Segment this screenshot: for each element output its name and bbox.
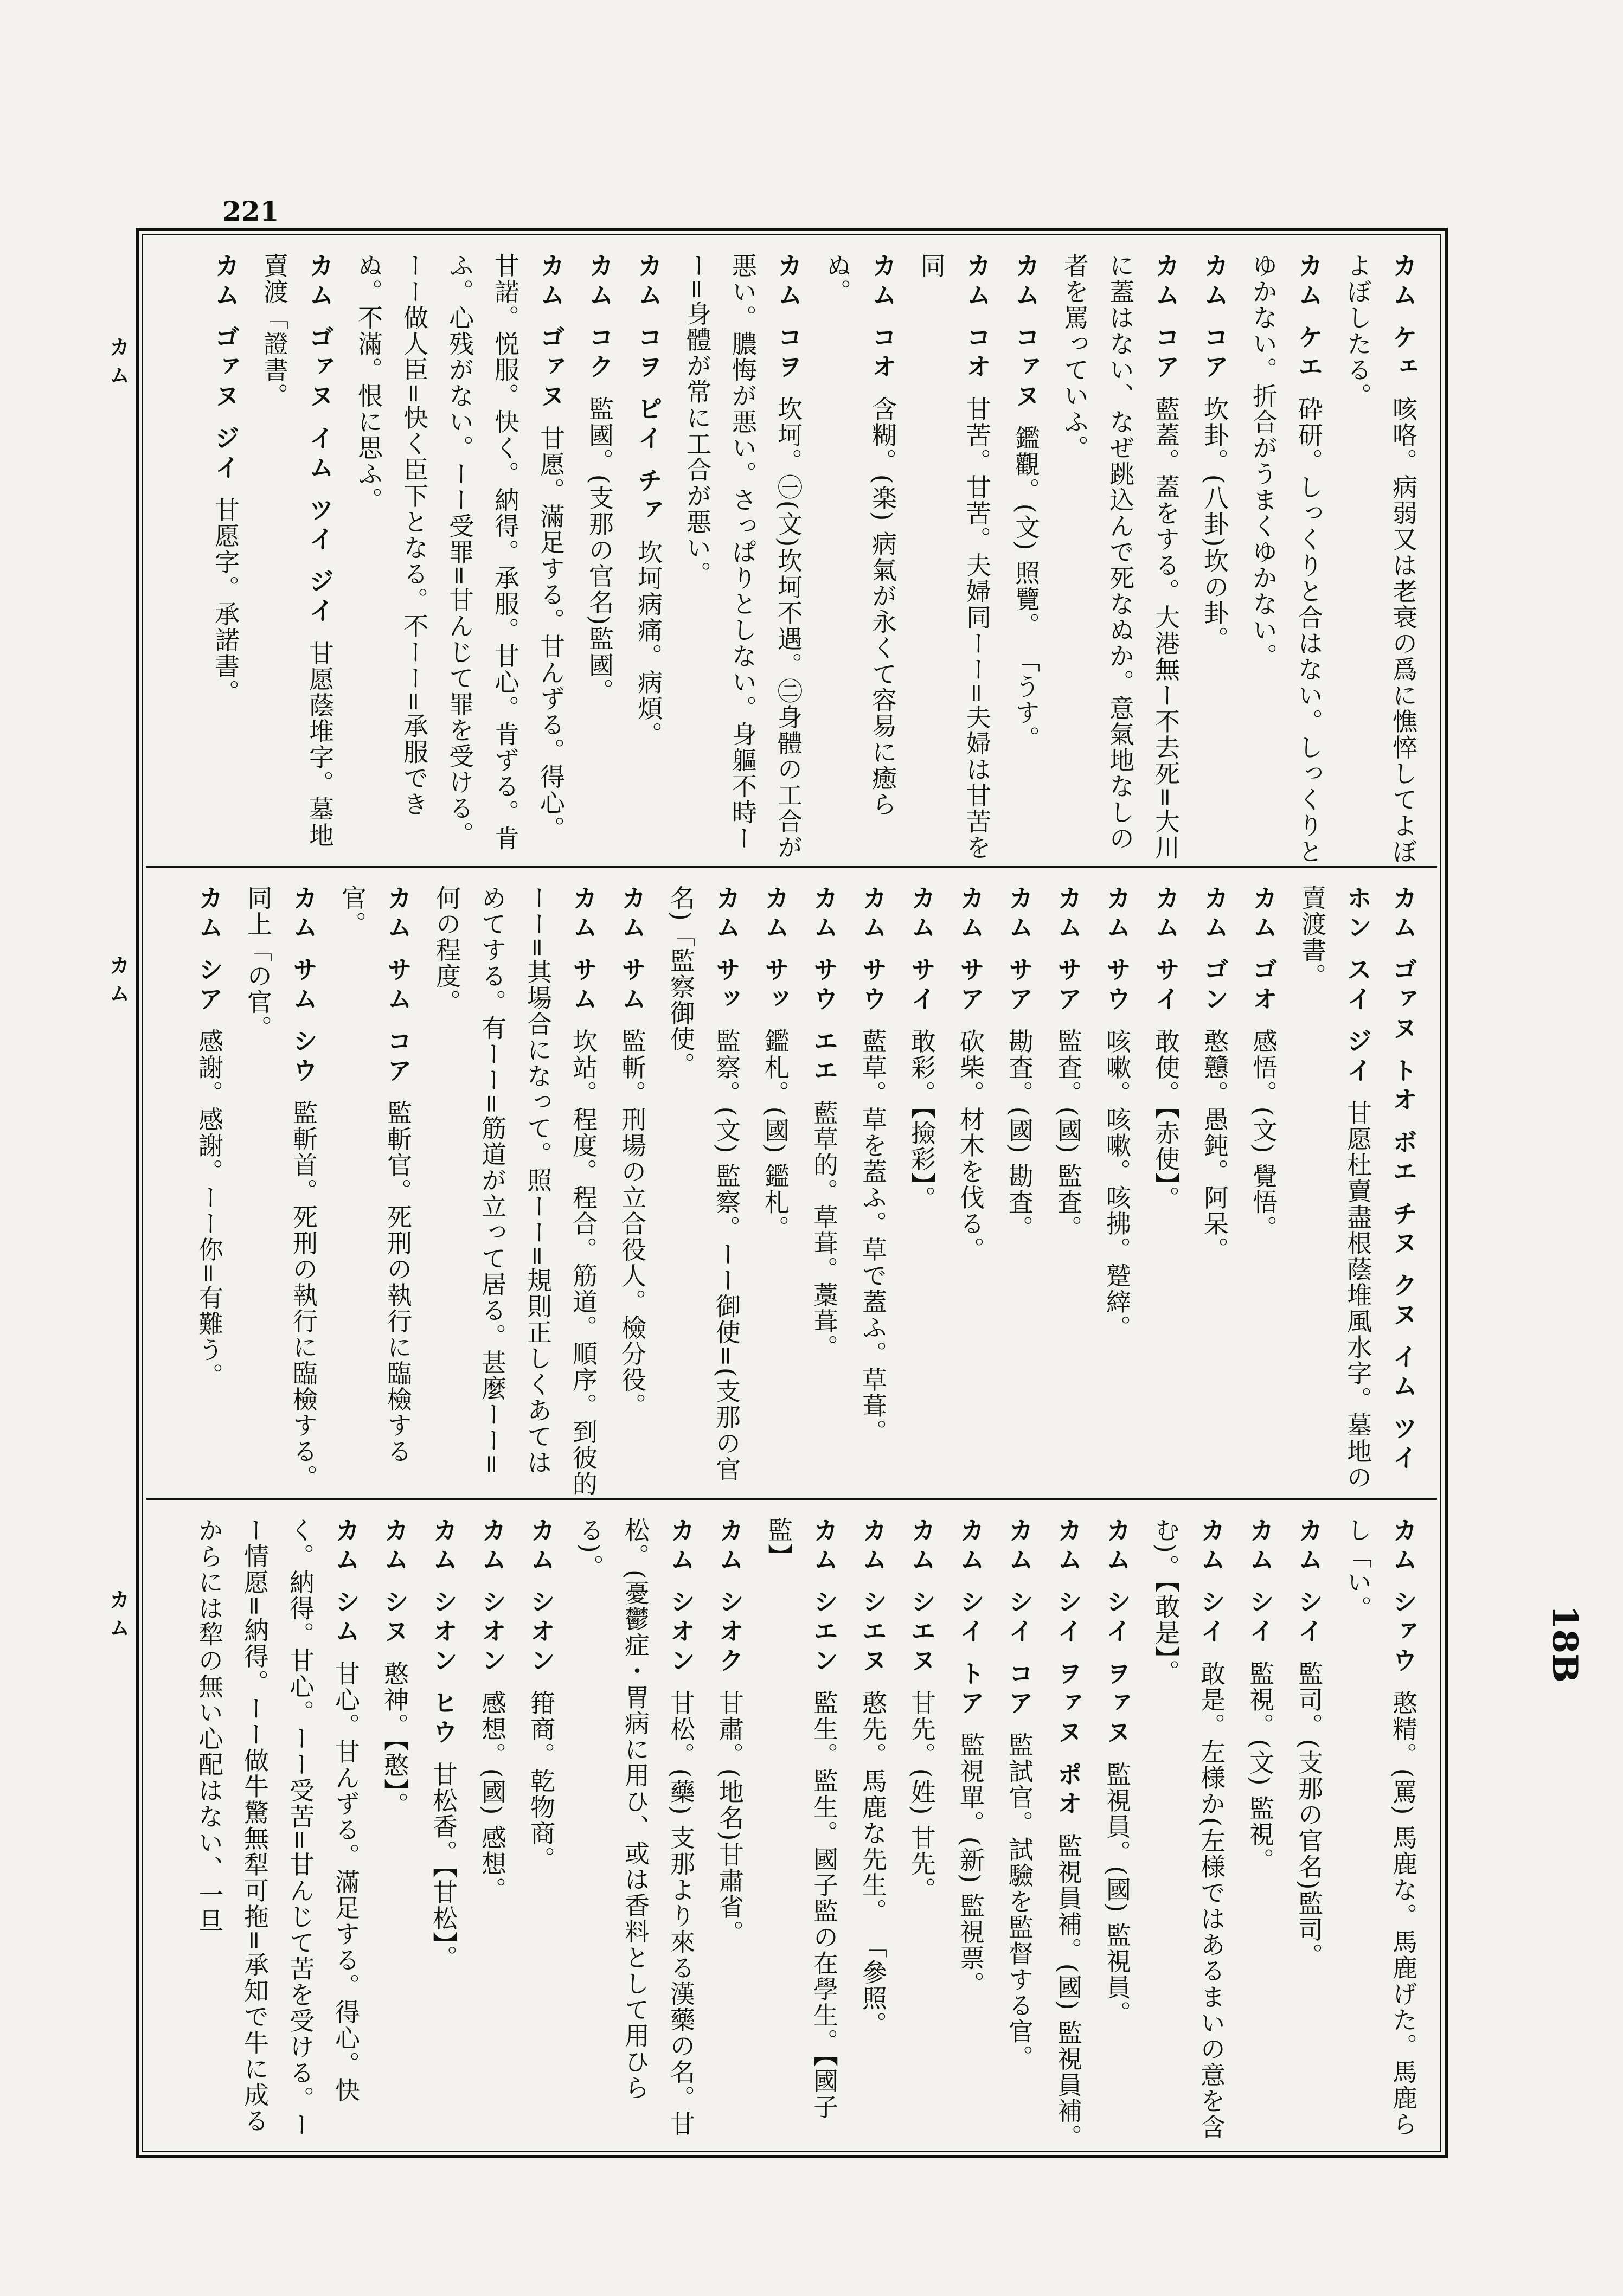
dictionary-entry xyxy=(567,1517,704,2152)
entry-definition: 甘愿字。承諾書。 xyxy=(211,497,240,706)
entry-definition: 坎站。程度。程合。筋道。順序。到彼的ーー=其場合になって。照ーー=規則正しくあてはめてする。有ーー=筋道が立って居る。甚麼ーー=何の程度。 xyxy=(432,885,598,1497)
entry-headword: カム シア xyxy=(195,885,224,1016)
dictionary-entry xyxy=(187,1517,369,2152)
entry-headword: カム コア xyxy=(1200,253,1229,383)
entry-headword: カム サム xyxy=(569,885,598,1016)
entry-headword: カム ゴオ xyxy=(1249,885,1278,1016)
entry-definition: 甘心。甘んずる。滿足する。得心。快く。納得。甘心。ーー受苦=甘んじて苦を受ける。ーー情愿=納得。ーー做牛驚無犁可拖=承知で牛に成るからには犂の無い心配はない、一旦 xyxy=(195,1517,361,2138)
entry-headword: カム シオク xyxy=(715,1517,745,1677)
dictionary-entry xyxy=(610,885,655,1498)
dictionary-entry xyxy=(1003,253,1049,866)
entry-definition: 監視單。(新) 監視票。 xyxy=(956,1732,985,1998)
entry-definition: 敢使。【赤使】。 xyxy=(1151,1028,1181,1212)
dictionary-entry xyxy=(1241,885,1286,1498)
dictionary-entry xyxy=(801,885,847,1498)
entry-headword: カム コア xyxy=(1151,253,1181,383)
entry-definition: 甘愿蔭堆字。墓地賣渡「證書。 xyxy=(260,253,335,849)
entry-headword: カム シエヌ xyxy=(858,1517,888,1677)
entry-definition: 咳咯。病弱又は老衰の爲に憔悴してよぼよぼしたる。 xyxy=(1343,253,1418,865)
entry-definition: 監査。(國) 監査。 xyxy=(1054,1028,1083,1242)
dictionary-entry xyxy=(1290,885,1426,1498)
entry-headword: カム サウ xyxy=(1102,885,1132,1016)
entry-definition: 敢是。左様か(左様ではあるまいの意を含む)。【敢是】。 xyxy=(1151,1517,1226,2140)
entry-headword: カム コァヌ xyxy=(1011,253,1041,413)
dictionary-entry xyxy=(187,885,232,1498)
dictionary-entry xyxy=(997,1517,1042,2152)
entry-headword: カム シイ ヲァヌ ポオ xyxy=(1054,1517,1083,1820)
entry-headword: カム サム シウ xyxy=(289,885,318,1087)
entry-definition: 感想。(國) 感想。 xyxy=(478,1690,507,1903)
dictionary-entry xyxy=(1286,1517,1332,2152)
entry-definition: 甘苦。甘苦。夫婦同ーー=夫婦は甘苦を同 xyxy=(917,253,992,861)
entry-headword: カム コヲ ピイ チァ xyxy=(634,253,663,527)
entry-definition: 咳嗽。咳嗽。咳拂。蹵縡。 xyxy=(1102,1028,1132,1341)
entry-definition: 甘愿杜賣盡根蔭堆風水字。墓地の賣渡書。 xyxy=(1298,885,1372,1491)
entry-definition: 監視員補。(國) 監視員補。 xyxy=(1054,1833,1083,2151)
dictionary-entry xyxy=(658,885,749,1498)
dictionary-entry xyxy=(421,1517,466,2152)
entry-definition: 箝商。乾物商。 xyxy=(527,1690,556,1872)
entry-definition: 鑑札。(國) 鑑札。 xyxy=(761,1028,790,1242)
entry-definition: 藍草。草を蓋ふ。草で蓋ふ。草葺。 xyxy=(858,1028,888,1445)
entry-headword: カム コオ xyxy=(868,253,897,383)
entry-headword: カム ゴァヌ xyxy=(536,253,566,413)
dictionary-entry xyxy=(948,885,993,1498)
entry-headword: カム サア xyxy=(1054,885,1083,1016)
dictionary-entry xyxy=(1045,1517,1091,2152)
entry-definition: 監試官。試驗を監督する官。 xyxy=(1005,1732,1034,2071)
dictionary-entry xyxy=(948,1517,993,2152)
entry-definition: 甘肅。(地名)甘肅省。 xyxy=(715,1690,745,1946)
entry-definition: 敢彩。【撿彩】。 xyxy=(907,1028,936,1212)
entry-headword: カム シイ xyxy=(1197,1517,1226,1648)
entry-definition: 勘査。(國) 勘査。 xyxy=(1005,1028,1034,1242)
dictionary-entry xyxy=(252,253,343,866)
entry-headword: カム サム コア xyxy=(383,885,413,1087)
dictionary-entry xyxy=(899,885,945,1498)
dictionary-entry xyxy=(1045,885,1091,1498)
dictionary-entry xyxy=(203,253,248,866)
entry-definition: 藍蓋。蓋をする。大港無ー不去死=大川に蓋はない、なぜ跳込んで死なぬか。意氣地なしの者を罵っていふ。 xyxy=(1060,253,1181,861)
entry-headword: カム シオン xyxy=(478,1517,507,1677)
entry-definition: 鑑觀。(文) 照覽。 「うす。 xyxy=(1011,425,1041,752)
dictionary-entry xyxy=(1052,253,1189,866)
entry-headword: カム シエヌ xyxy=(907,1517,936,1677)
entry-definition: 砕研。しっくりと合はない。しっくりとゆかない。折合がうまくゆかない。 xyxy=(1249,253,1324,865)
entry-headword: カム シオン ヒウ xyxy=(429,1517,458,1749)
dictionary-entry xyxy=(577,253,623,866)
entry-headword: カム シオン xyxy=(666,1517,696,1677)
dictionary-entry xyxy=(753,885,798,1498)
entry-headword: カム サッ xyxy=(761,885,790,1016)
entry-headword: カム サウ エエ xyxy=(810,885,839,1087)
entry-definition: 甘愿。滿足する。甘んずる。得心。甘諾。悦服。快く。納得。承服。甘心。肯ずる。肯ふ。心残がない。ーー受罪=甘んじて罪を受ける。ーー做人臣=快く臣下となる。不ーー=承服できぬ。不滿。恨に思ふ。 xyxy=(354,253,566,851)
dictionary-entry xyxy=(424,885,606,1498)
entries-band-top xyxy=(146,239,1437,868)
entry-headword: カム ケエ xyxy=(1294,253,1324,383)
entries-band-bottom xyxy=(146,1503,1437,2152)
entry-headword: カム シイ xyxy=(1294,1517,1324,1648)
entry-headword: カム コヲ xyxy=(774,253,803,383)
entry-headword: カム サア xyxy=(956,885,985,1016)
entry-headword: カム シヌ xyxy=(380,1517,409,1648)
entry-definition: 藍草的。草葺。藁葺。 xyxy=(810,1100,839,1361)
entry-definition: 感悟。(文) 覺悟。 xyxy=(1249,1028,1278,1242)
entry-headword: カム シイ トア xyxy=(956,1517,985,1720)
entry-headword: カム サア xyxy=(1005,885,1034,1016)
entry-definition: 含糊。(楽) 病氣が永くて容易に癒らぬ。 xyxy=(823,253,897,818)
dictionary-entry xyxy=(235,885,326,1498)
entry-headword: カム シオン xyxy=(527,1517,556,1677)
entry-headword: カム サイ xyxy=(1151,885,1181,1016)
entry-definition: 感謝。感謝。ーー你=有難う。 xyxy=(195,1028,224,1389)
dictionary-entry xyxy=(518,1517,564,2152)
entry-definition: 憨精。(罵) 馬鹿な。馬鹿げた。馬鹿らし「い。 xyxy=(1343,1517,1418,2138)
dictionary-entry xyxy=(1143,1517,1234,2152)
entry-definition: 監斬首。死刑の執行に臨檢する。同上「の官。 xyxy=(243,885,318,1491)
entry-definition: 監司。(支那の官名)監司。 xyxy=(1294,1660,1324,1969)
dictionary-entry xyxy=(675,253,811,866)
dictionary-entry xyxy=(372,1517,418,2152)
entry-definition: 監察。(文) 監察。ーー御使=(支那の官名)「監察御使。 xyxy=(666,885,741,1483)
dictionary-entry xyxy=(346,253,574,866)
dictionary-entry xyxy=(1335,1517,1426,2152)
entry-headword: カム ゴン xyxy=(1200,885,1229,1016)
page-code: 18B xyxy=(1544,1605,1585,1683)
entry-headword: カム サム xyxy=(618,885,647,1016)
section-label: カム xyxy=(106,1589,130,1645)
entry-definition: 坎坷。㊀(文)坎坷不遇。㊁身體の工合が悪い。膿悔が悪い。さっぱりとしない。身軀不時ーー=身體が常に工合が悪い。 xyxy=(683,253,803,861)
dictionary-entry xyxy=(909,253,1000,866)
page-number: 221 xyxy=(222,195,279,227)
section-label: カム xyxy=(106,336,130,393)
dictionary-entry xyxy=(899,1517,945,2152)
entry-headword: カム シイ コア xyxy=(1005,1517,1034,1720)
dictionary-entry xyxy=(470,1517,515,2152)
dictionary-entry xyxy=(1094,1517,1140,2152)
dictionary-entry xyxy=(850,1517,896,2152)
entries-band-middle xyxy=(146,871,1437,1500)
entry-definition: 監生。監生。國子監の在學生。【國子監】 xyxy=(764,1517,839,2120)
entry-definition: 監視員。(國) 監視員。 xyxy=(1102,1761,1132,2027)
entry-definition: 甘松香。【甘松】。 xyxy=(429,1761,458,1971)
entry-definition: 監國。(支那の官名)監國。 xyxy=(585,396,614,704)
dictionary-entry xyxy=(850,885,896,1498)
entry-headword: カム サイ xyxy=(907,885,936,1016)
entry-definition: 憨神。【憨】。 xyxy=(380,1660,409,1818)
dictionary-entry xyxy=(707,1517,753,2152)
entry-definition: 砍柴。材木を伐る。 xyxy=(956,1028,985,1263)
dictionary-frame xyxy=(136,228,1448,2158)
dictionary-entry xyxy=(1192,253,1237,866)
dictionary-entry xyxy=(1335,253,1426,866)
entry-definition: 監斬。刑場の立合役人。檢分役。 xyxy=(618,1028,647,1419)
entry-headword: カム ゴァヌ イム ツイ ジイ xyxy=(305,253,335,627)
entry-headword: カム シエン xyxy=(810,1517,839,1677)
dictionary-entry xyxy=(1237,1517,1283,2152)
entry-headword: カム シム xyxy=(331,1517,361,1648)
entry-headword: カム サウ xyxy=(858,885,888,1016)
dictionary-entry xyxy=(814,253,906,866)
entry-headword: カム コオ xyxy=(963,253,992,383)
entry-definition: 甘松。(藥) 支那より來る漢藥の名。甘松。(憂鬱症・胃病に用ひ、或は香料として用ひらる)。 xyxy=(575,1517,696,2138)
entry-headword: カム シイ xyxy=(1246,1517,1275,1648)
entry-headword: カム サッ xyxy=(712,885,741,1016)
dictionary-entry xyxy=(330,885,421,1498)
dictionary-entry xyxy=(626,253,671,866)
entry-headword: カム コク xyxy=(585,253,614,383)
section-label: カム xyxy=(106,954,130,1011)
entry-definition: 坎卦。(八卦)坎の卦。 xyxy=(1200,396,1229,652)
dictionary-entry xyxy=(1241,253,1332,866)
entry-headword: カム シイ ヲァヌ xyxy=(1102,1517,1132,1749)
dictionary-entry xyxy=(756,1517,847,2152)
entry-definition: 憨戇。愚鈍。阿呆。 xyxy=(1200,1028,1229,1263)
dictionary-entry xyxy=(1192,885,1237,1498)
entry-headword: カム ケェ xyxy=(1389,253,1418,383)
entry-headword: カム シァウ xyxy=(1389,1517,1418,1677)
dictionary-entry xyxy=(1143,885,1189,1498)
entry-definition: 甘先。(姓) 甘先。 xyxy=(907,1690,936,1903)
entry-definition: 監視。(文) 監視。 xyxy=(1246,1660,1275,1874)
entry-headword: カム ゴァヌ ジイ xyxy=(211,253,240,484)
entry-definition: 監斬官。死刑の執行に臨檢する官。 xyxy=(338,885,413,1465)
dictionary-entry xyxy=(997,885,1042,1498)
entry-headword: カム ゴァヌ トオ ボエ チヌ クヌ イム ツイ ホン スイ ジイ xyxy=(1343,885,1418,1474)
entry-definition: 憨先。馬鹿な先生。 「參照。 xyxy=(858,1690,888,2038)
dictionary-entry xyxy=(1094,885,1140,1498)
entry-definition: 坎坷病痛。病煩。 xyxy=(634,539,663,748)
